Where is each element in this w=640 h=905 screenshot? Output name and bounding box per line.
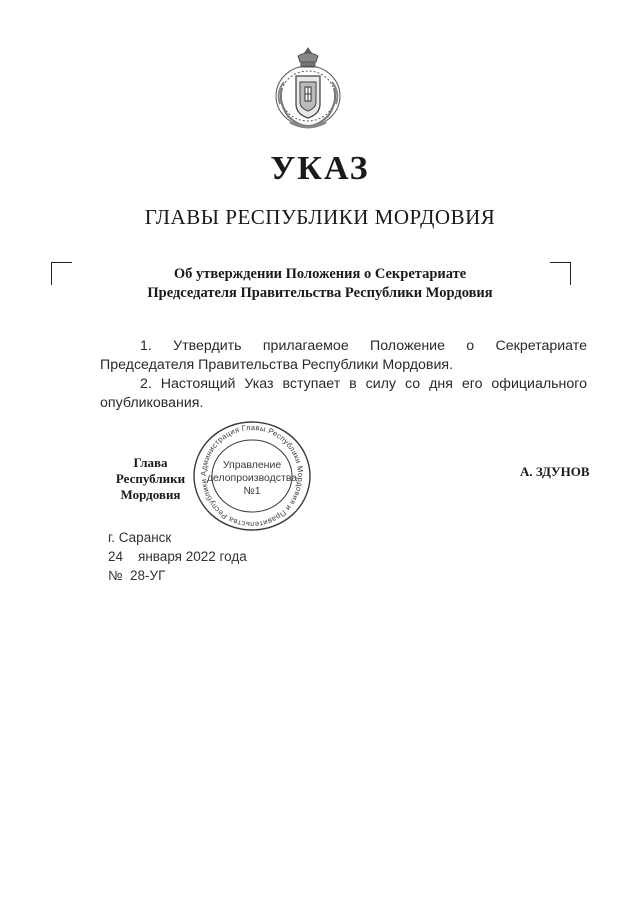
- paragraph-2: 2. Настоящий Указ вступает в силу со дня его официального опубликования.: [100, 376, 587, 411]
- decree-heading-line-2: Председателя Правительства Республики Мордовия: [147, 285, 493, 301]
- place-date-number: [108, 528, 247, 585]
- signatory-title-line-1: Глава: [133, 455, 168, 470]
- decree-number: № 28-УГ: [108, 568, 166, 583]
- signatory-name: А. ЗДУНОВ: [520, 464, 590, 479]
- decree-heading-line-1: Об утверждении Положения о Секретариате: [173, 266, 467, 282]
- official-stamp: [186, 418, 318, 534]
- paragraph-1: 1. Утвердить прилагаемое Положение о Секретариате Председателя Правительства Республики Мордовия.: [100, 338, 587, 373]
- document-subtitle: ГЛАВЫ РЕСПУБЛИКИ МОРДОВИЯ: [144, 205, 496, 229]
- stamp-line-3: №1: [243, 485, 261, 497]
- stamp-line-2: делопроизводства: [206, 472, 298, 484]
- stamp-line-1: Управление: [222, 459, 282, 471]
- document-title: УКАЗ: [270, 150, 370, 187]
- coat-of-arms-emblem: [268, 42, 348, 134]
- decree-body: [100, 337, 587, 413]
- issue-date: 24 января 2022 года: [108, 549, 247, 564]
- signatory-title-line-2: Республики Мордовия: [115, 471, 186, 502]
- issue-place: г. Саранск: [108, 530, 172, 545]
- stamp-ring-text: Администрация Главы Республики Мордовия и Правительства Республики: [198, 422, 306, 530]
